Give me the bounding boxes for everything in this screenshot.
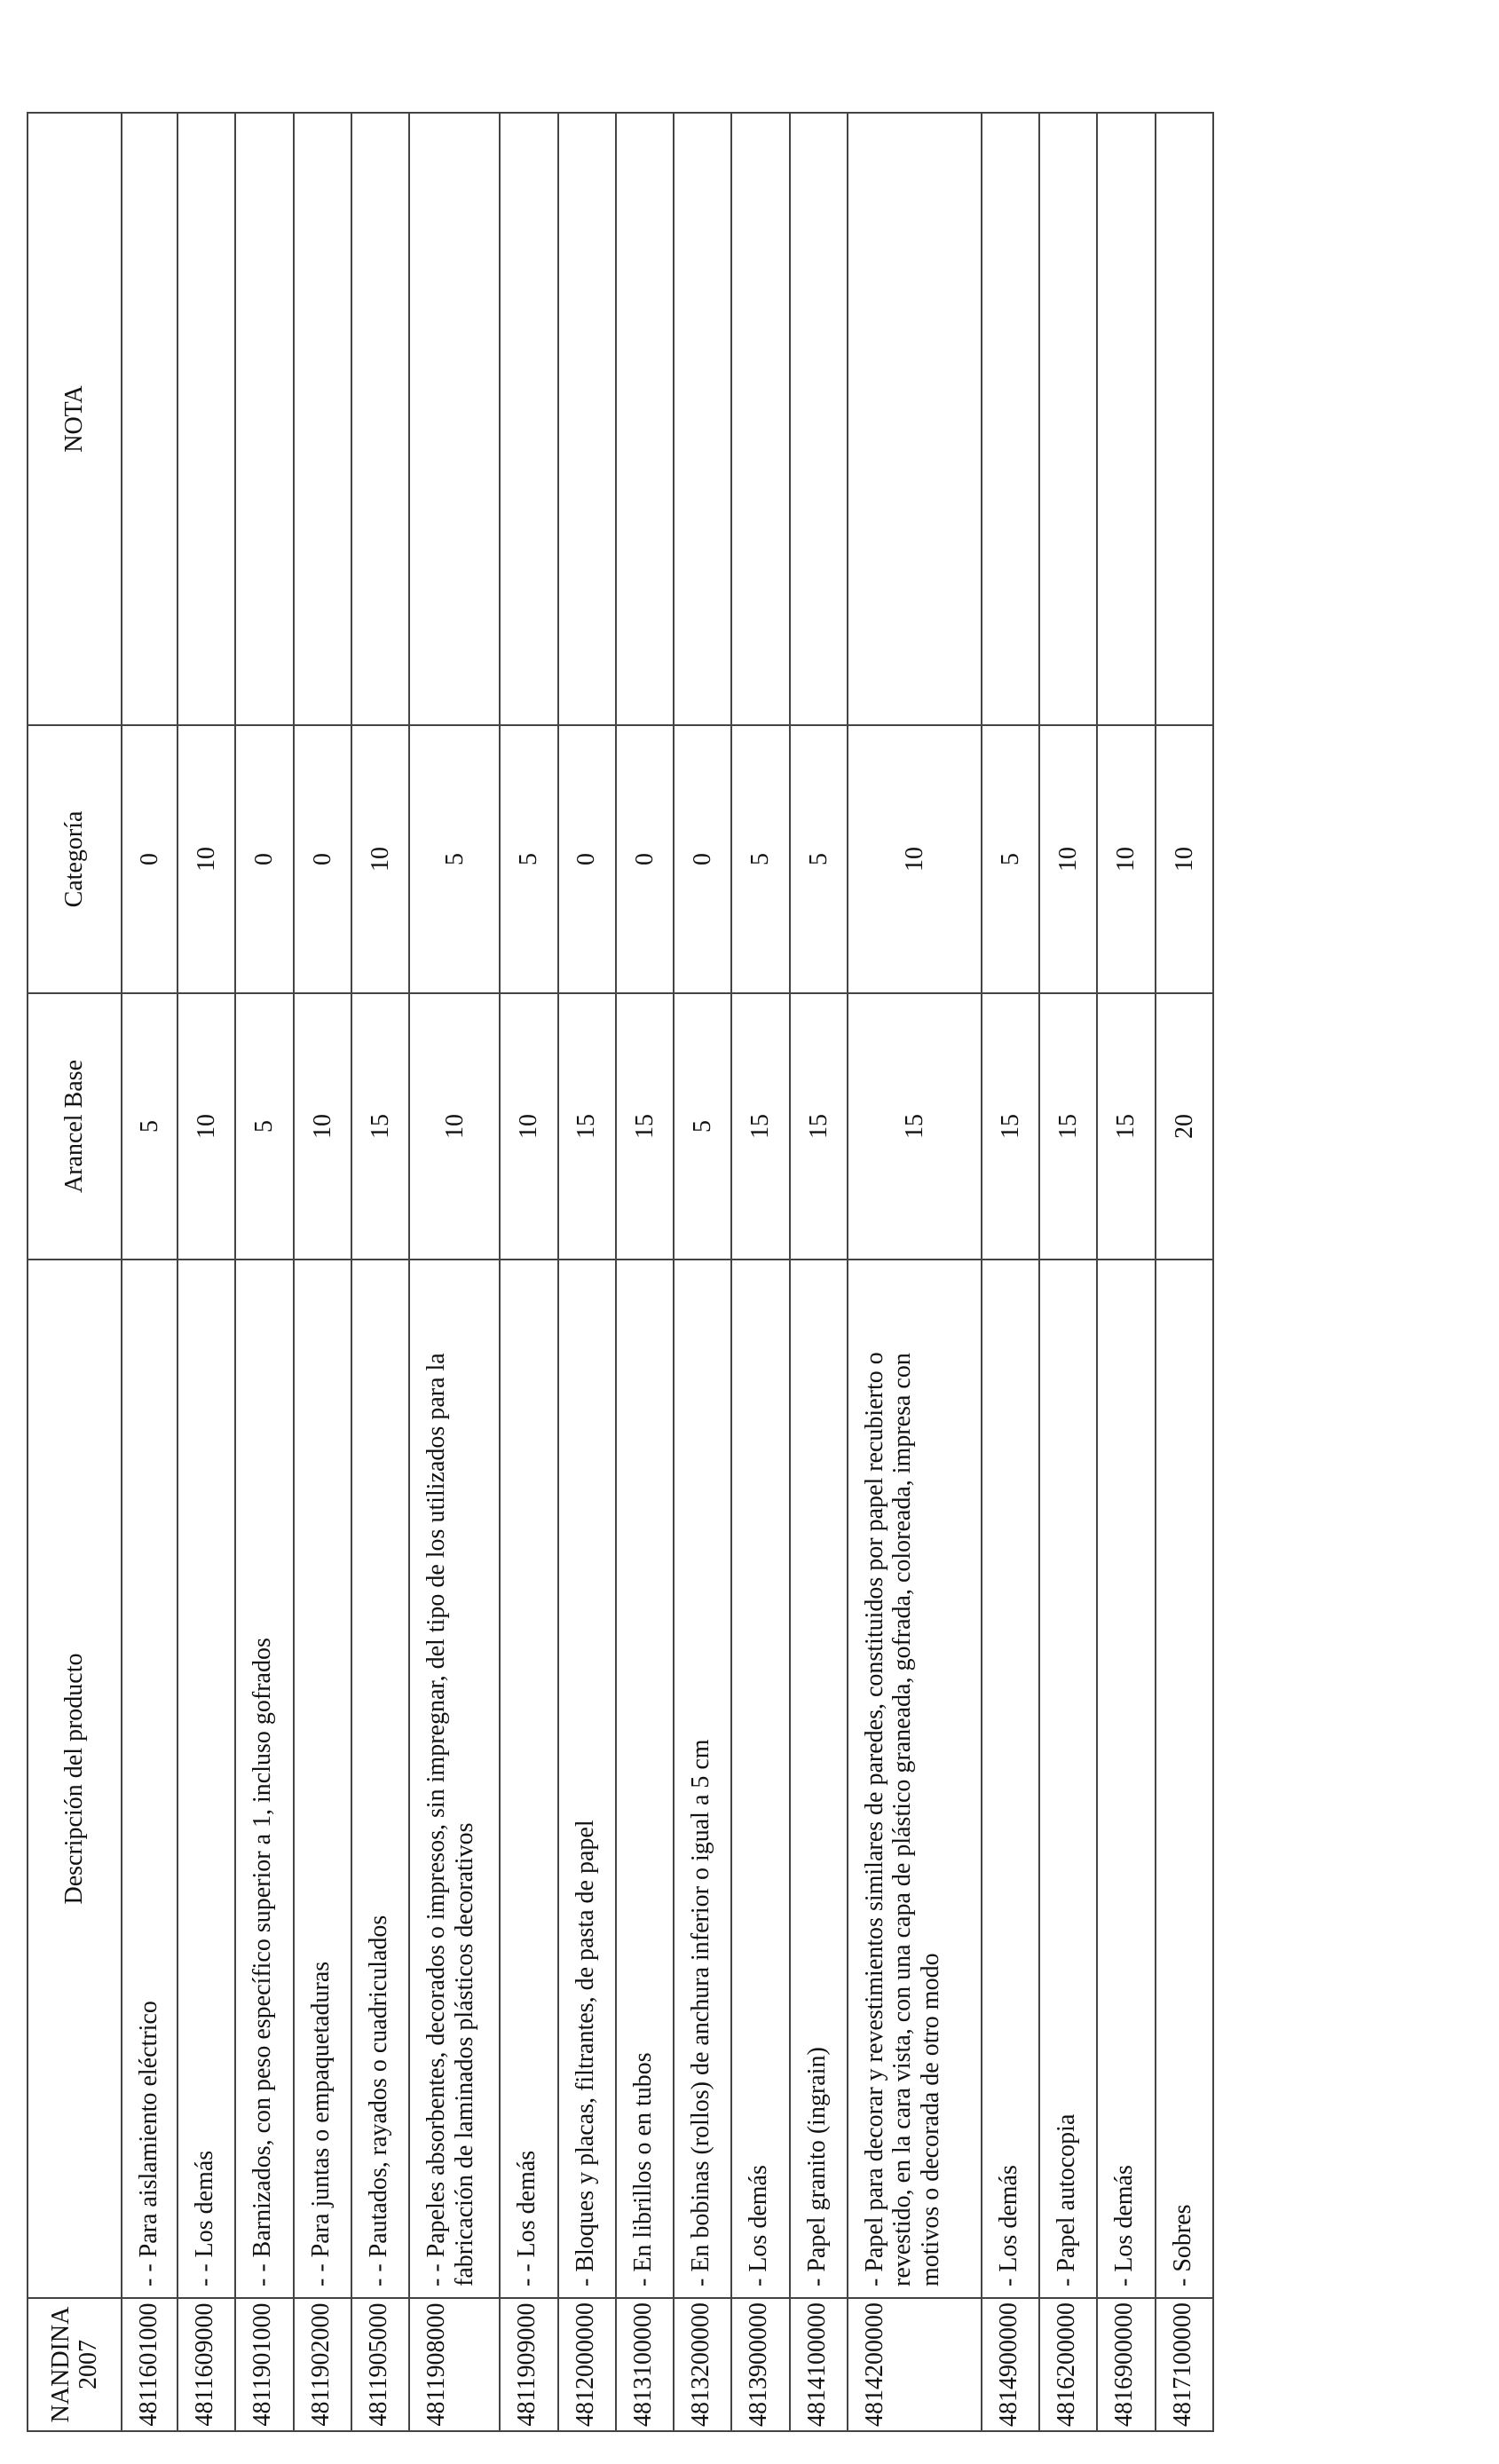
cell-description: - Los demás xyxy=(731,1260,789,2298)
cell-arancel-base: 10 xyxy=(500,993,557,1260)
cell-arancel-base: 15 xyxy=(558,993,616,1260)
cell-code: 4811909000 xyxy=(500,2298,557,2431)
cell-categoria: 10 xyxy=(848,725,982,993)
cell-code: 4817100000 xyxy=(1156,2298,1213,2431)
cell-description: - Papel para decorar y revestimientos similares de paredes, constituidos por papel recubierto o revestido, en la cara vista, con una capa de plástico graneada, gofrada, coloreada, impresa con motivos o decorada de otro modo xyxy=(848,1260,982,2298)
cell-arancel-base: 15 xyxy=(1039,993,1097,1260)
cell-arancel-base: 15 xyxy=(1097,993,1155,1260)
cell-categoria: 0 xyxy=(122,725,178,993)
cell-categoria: 5 xyxy=(790,725,848,993)
table-row xyxy=(1039,113,1097,2431)
cell-arancel-base: 10 xyxy=(178,993,235,1260)
cell-categoria: 5 xyxy=(500,725,557,993)
cell-code: 4813100000 xyxy=(616,2298,674,2431)
cell-nota xyxy=(178,113,235,725)
cell-arancel-base: 10 xyxy=(294,993,351,1260)
table-row xyxy=(178,113,235,2431)
cell-nota xyxy=(558,113,616,725)
cell-nota xyxy=(790,113,848,725)
cell-description: - - Para juntas o empaquetaduras xyxy=(294,1260,351,2298)
header-categoria: Categoría xyxy=(28,725,122,993)
cell-arancel-base: 5 xyxy=(122,993,178,1260)
cell-nota xyxy=(1097,113,1155,725)
cell-arancel-base: 5 xyxy=(674,993,731,1260)
cell-nota xyxy=(500,113,557,725)
cell-code: 4813200000 xyxy=(674,2298,731,2431)
cell-arancel-base: 20 xyxy=(1156,993,1213,1260)
table-row xyxy=(982,113,1039,2431)
table-row xyxy=(731,113,789,2431)
cell-arancel-base: 15 xyxy=(790,993,848,1260)
table-row xyxy=(500,113,557,2431)
table-row xyxy=(1156,113,1213,2431)
table-header-row xyxy=(28,113,122,2431)
cell-description: - Papel granito (ingrain) xyxy=(790,1260,848,2298)
cell-arancel-base: 15 xyxy=(616,993,674,1260)
cell-code: 4814900000 xyxy=(982,2298,1039,2431)
cell-code: 4811902000 xyxy=(294,2298,351,2431)
cell-description: - En librillos o en tubos xyxy=(616,1260,674,2298)
cell-nota xyxy=(982,113,1039,725)
cell-description: - En bobinas (rollos) de anchura inferior o igual a 5 cm xyxy=(674,1260,731,2298)
cell-categoria: 10 xyxy=(178,725,235,993)
table-row xyxy=(848,113,982,2431)
cell-nota xyxy=(1156,113,1213,725)
table-row xyxy=(1097,113,1155,2431)
cell-arancel-base: 10 xyxy=(409,993,500,1260)
cell-nota xyxy=(731,113,789,725)
cell-nota xyxy=(351,113,409,725)
table-row xyxy=(294,113,351,2431)
cell-categoria: 0 xyxy=(558,725,616,993)
cell-description: - - Para aislamiento eléctrico xyxy=(122,1260,178,2298)
cell-description: - Sobres xyxy=(1156,1260,1213,2298)
table-row xyxy=(790,113,848,2431)
cell-code: 4811901000 xyxy=(235,2298,293,2431)
table-row xyxy=(235,113,293,2431)
cell-categoria: 0 xyxy=(616,725,674,993)
cell-categoria: 0 xyxy=(674,725,731,993)
cell-description: - Bloques y placas, filtrantes, de pasta de papel xyxy=(558,1260,616,2298)
table-row xyxy=(351,113,409,2431)
tariff-table xyxy=(27,112,1214,2432)
table-row xyxy=(558,113,616,2431)
cell-description: - - Papeles absorbentes, decorados o impresos, sin impregnar, del tipo de los utilizados para la fabricación de laminados plásticos decorativos xyxy=(409,1260,500,2298)
table-row xyxy=(674,113,731,2431)
cell-code: 4816200000 xyxy=(1039,2298,1097,2431)
cell-description: - - Los demás xyxy=(500,1260,557,2298)
cell-nota xyxy=(1039,113,1097,725)
cell-categoria: 5 xyxy=(731,725,789,993)
cell-nota xyxy=(616,113,674,725)
cell-code: 4811905000 xyxy=(351,2298,409,2431)
cell-categoria: 10 xyxy=(1156,725,1213,993)
cell-nota xyxy=(848,113,982,725)
cell-arancel-base: 15 xyxy=(848,993,982,1260)
table-row xyxy=(122,113,178,2431)
cell-categoria: 0 xyxy=(235,725,293,993)
cell-arancel-base: 15 xyxy=(731,993,789,1260)
cell-arancel-base: 5 xyxy=(235,993,293,1260)
cell-nota xyxy=(122,113,178,725)
cell-description: - - Barnizados, con peso específico superior a 1, incluso gofrados xyxy=(235,1260,293,2298)
cell-code: 4811908000 xyxy=(409,2298,500,2431)
cell-code: 4811609000 xyxy=(178,2298,235,2431)
cell-categoria: 10 xyxy=(1039,725,1097,993)
header-description: Descripción del producto xyxy=(28,1260,122,2298)
header-arancel-base: Arancel Base xyxy=(28,993,122,1260)
cell-code: 4812000000 xyxy=(558,2298,616,2431)
cell-nota xyxy=(674,113,731,725)
rotated-page-content xyxy=(27,114,1214,2432)
table-row xyxy=(409,113,500,2431)
cell-nota xyxy=(235,113,293,725)
cell-nota xyxy=(294,113,351,725)
cell-categoria: 0 xyxy=(294,725,351,993)
cell-description: - - Los demás xyxy=(178,1260,235,2298)
cell-arancel-base: 15 xyxy=(982,993,1039,1260)
cell-code: 4811601000 xyxy=(122,2298,178,2431)
header-nandina-2007: NANDINA 2007 xyxy=(28,2298,122,2431)
cell-description: - Los demás xyxy=(982,1260,1039,2298)
cell-description: - - Pautados, rayados o cuadriculados xyxy=(351,1260,409,2298)
cell-categoria: 10 xyxy=(1097,725,1155,993)
cell-description: - Los demás xyxy=(1097,1260,1155,2298)
cell-nota xyxy=(409,113,500,725)
table-row xyxy=(616,113,674,2431)
cell-code: 4813900000 xyxy=(731,2298,789,2431)
cell-arancel-base: 15 xyxy=(351,993,409,1260)
cell-code: 4816900000 xyxy=(1097,2298,1155,2431)
cell-description: - Papel autocopia xyxy=(1039,1260,1097,2298)
header-nota: NOTA xyxy=(28,113,122,725)
cell-categoria: 10 xyxy=(351,725,409,993)
cell-code: 4814100000 xyxy=(790,2298,848,2431)
cell-categoria: 5 xyxy=(409,725,500,993)
cell-code: 4814200000 xyxy=(848,2298,982,2431)
cell-categoria: 5 xyxy=(982,725,1039,993)
